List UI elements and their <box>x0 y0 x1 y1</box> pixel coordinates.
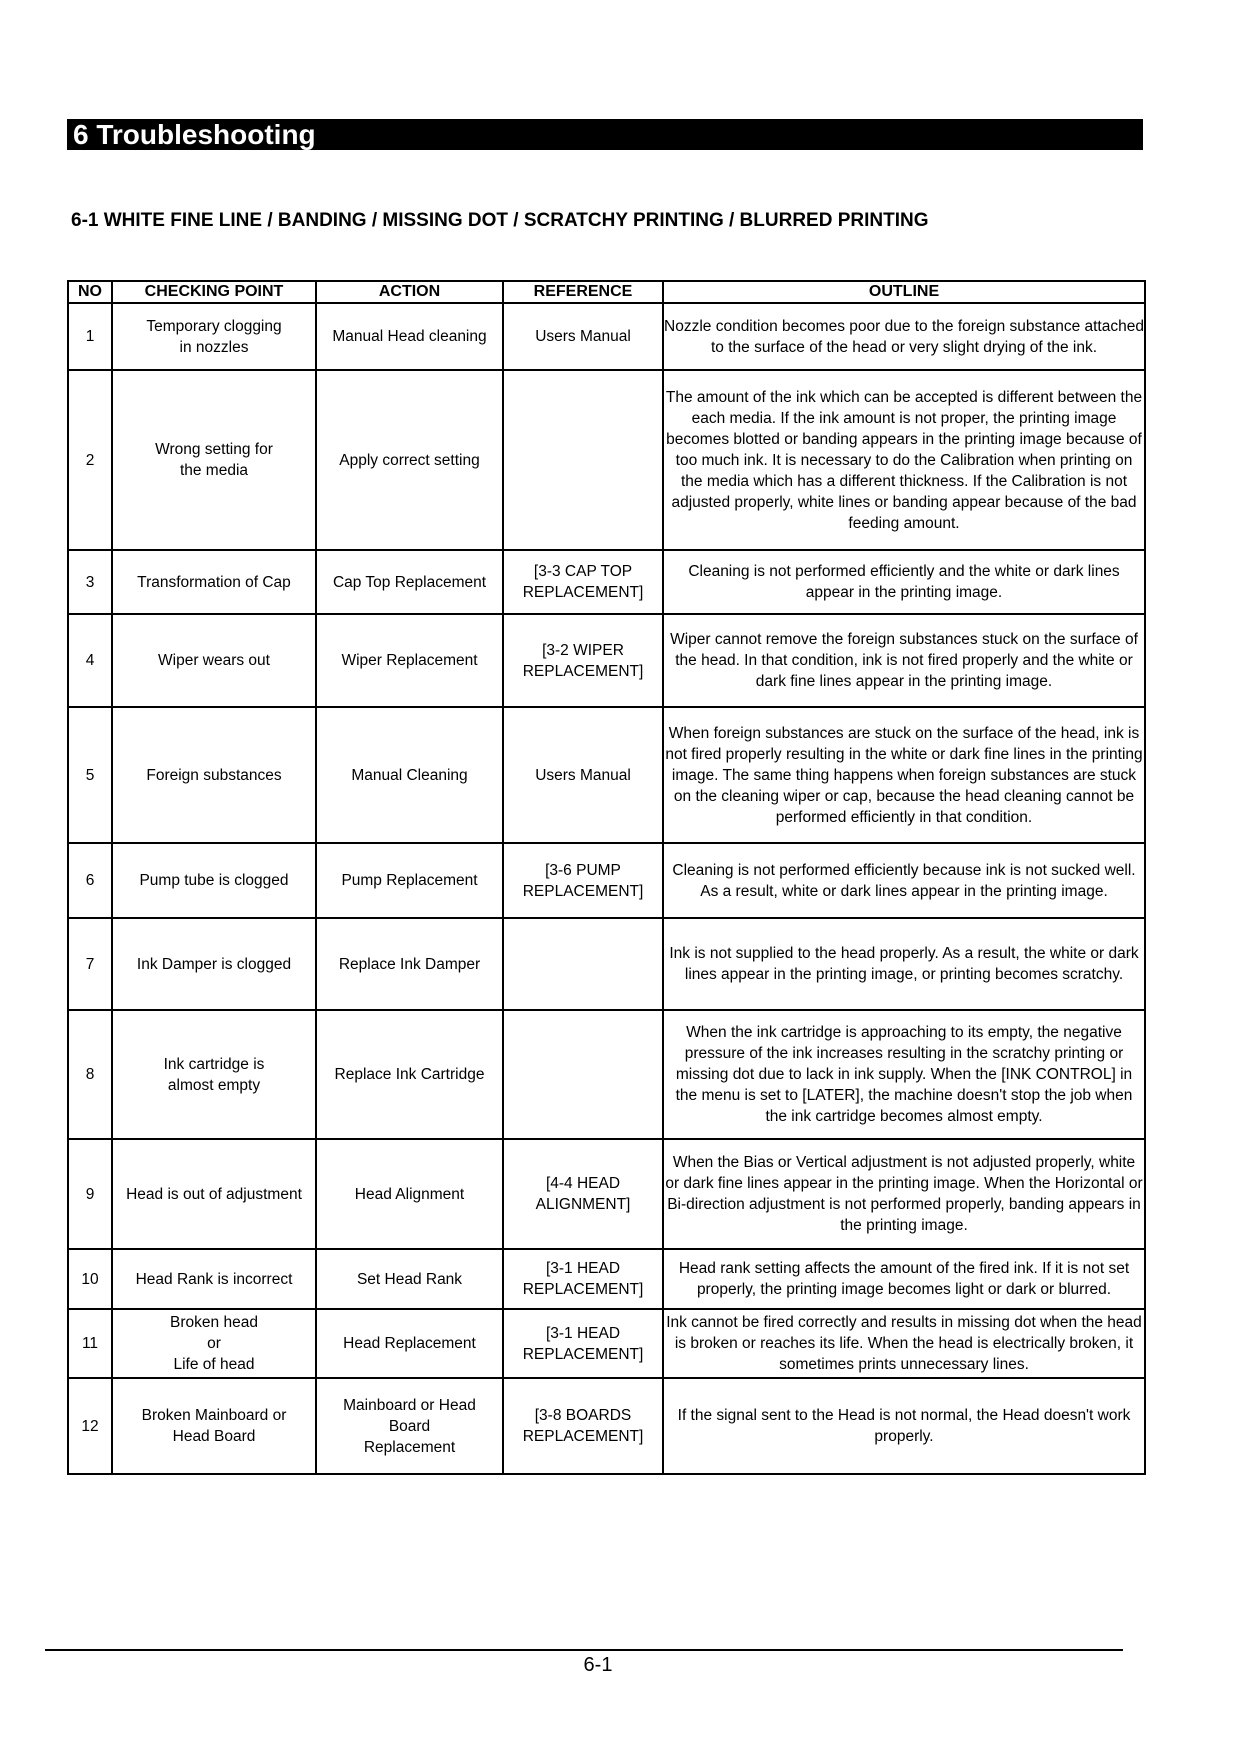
cell-outline: Head rank setting affects the amount of the fired ink. If it is not set properly, the printing image becomes light or dark or blurred. <box>663 1249 1145 1309</box>
checking-point-text: Transformation of Cap <box>137 573 291 591</box>
checking-point-text: Foreign substances <box>146 766 282 784</box>
cell-no: 4 <box>68 614 112 707</box>
cell-checking-point <box>112 707 316 843</box>
reference-text: [3-3 CAP TOP REPLACEMENT] <box>522 563 644 601</box>
action-text: Head Alignment <box>354 1185 465 1203</box>
table-row <box>68 707 1145 843</box>
cell-outline: Cleaning is not performed efficiently and the white or dark lines appear in the printing image. <box>663 550 1145 614</box>
checking-point-text: Ink Damper is clogged <box>136 955 292 973</box>
reference-text: [3-6 PUMP REPLACEMENT] <box>522 861 644 900</box>
cell-no: 1 <box>68 303 112 370</box>
cell-action <box>316 370 503 550</box>
table-row <box>68 303 1145 370</box>
cell-outline: Ink cannot be fired correctly and results in missing dot when the head is broken or reaches its life. When the head is electrically broken, it sometimes prints unnecessary lines. <box>663 1309 1145 1378</box>
cell-reference <box>503 1309 663 1378</box>
cell-reference <box>503 370 663 550</box>
cell-action <box>316 1010 503 1139</box>
cell-checking-point <box>112 1249 316 1309</box>
reference-text: [4-4 HEAD ALIGNMENT] <box>535 1175 631 1213</box>
cell-action <box>316 614 503 707</box>
cell-checking-point <box>112 843 316 918</box>
header-checking-point: CHECKING POINT <box>112 281 316 303</box>
cell-checking-point <box>112 1378 316 1474</box>
cell-outline: Ink is not supplied to the head properly. As a result, the white or dark lines appear in the printing image, or printing becomes scratchy. <box>663 918 1145 1010</box>
cell-action <box>316 1139 503 1249</box>
cell-reference <box>503 1249 663 1309</box>
table-row <box>68 918 1145 1010</box>
cell-reference <box>503 843 663 918</box>
table-row <box>68 1378 1145 1474</box>
cell-outline: When the ink cartridge is approaching to its empty, the negative pressure of the ink increases resulting in the scratchy printing or missing dot due to lack in ink supply. When the [INK CONTROL] in the menu is set to [LATER], the machine doesn't stop the job when the ink cartridge becomes almost empty. <box>663 1010 1145 1139</box>
checking-point-text: Temporary clogging in nozzles <box>146 317 282 356</box>
action-text: Mainboard or Head Board Replacement <box>343 1396 476 1456</box>
cell-no: 3 <box>68 550 112 614</box>
table-row <box>68 1309 1145 1378</box>
cell-action <box>316 1309 503 1378</box>
cell-reference <box>503 1378 663 1474</box>
cell-outline: When foreign substances are stuck on the surface of the head, ink is not fired properly resulting in the white or dark fine lines in the printing image. The same thing happens when foreign substances are stuck on the cleaning wiper or cap, because the head cleaning cannot be performed efficiently in that condition. <box>663 707 1145 843</box>
cell-outline: Cleaning is not performed efficiently because ink is not sucked well. As a result, white or dark lines appear in the printing image. <box>663 843 1145 918</box>
cell-no: 2 <box>68 370 112 550</box>
cell-outline: When the Bias or Vertical adjustment is not adjusted properly, white or dark fine lines appear in the printing image. When the Horizontal or Bi-direction adjustment is not performed properly, banding appears in the printing image. <box>663 1139 1145 1249</box>
cell-outline: If the signal sent to the Head is not normal, the Head doesn't work properly. <box>663 1378 1145 1474</box>
cell-action <box>316 550 503 614</box>
cell-no: 11 <box>68 1309 112 1378</box>
checking-point-text: Wrong setting for the media <box>155 441 273 479</box>
cell-checking-point <box>112 303 316 370</box>
cell-action <box>316 843 503 918</box>
action-text: Apply correct setting <box>339 451 480 469</box>
table-header <box>68 281 1145 303</box>
cell-no: 8 <box>68 1010 112 1139</box>
checking-point-text: Wiper wears out <box>158 652 270 669</box>
action-text: Cap Top Replacement <box>332 573 487 591</box>
cell-reference <box>503 550 663 614</box>
cell-checking-point <box>112 370 316 550</box>
action-text: Wiper Replacement <box>341 652 478 669</box>
reference-text: Users Manual <box>535 328 631 345</box>
checking-point-text: Broken head or Life of head <box>170 1314 258 1373</box>
cell-outline: Wiper cannot remove the foreign substances stuck on the surface of the head. In that condition, ink is not fired properly and the white or dark fine lines appear in the printing image. <box>663 614 1145 707</box>
checking-point-text: Head Rank is incorrect <box>135 1270 293 1288</box>
checking-point-text: Head is out of adjustment <box>126 1185 302 1203</box>
section-title: 6-1 WHITE FINE LINE / BANDING / MISSING DOT / SCRATCHY PRINTING / BLURRED PRINTING <box>71 210 929 231</box>
cell-action <box>316 1249 503 1309</box>
reference-text: Users Manual <box>535 766 631 784</box>
action-text: Manual Cleaning <box>351 766 468 784</box>
cell-action <box>316 1378 503 1474</box>
table-row <box>68 843 1145 918</box>
cell-no: 7 <box>68 918 112 1010</box>
page-number: 6-1 <box>583 1654 613 1676</box>
chapter-title: 6 Troubleshooting <box>67 119 1143 150</box>
action-text: Pump Replacement <box>341 872 478 889</box>
cell-reference <box>503 614 663 707</box>
cell-reference <box>503 1010 663 1139</box>
reference-text: [3-1 HEAD REPLACEMENT] <box>522 1260 644 1298</box>
cell-reference <box>503 918 663 1010</box>
checking-point-text: Pump tube is clogged <box>139 872 289 889</box>
action-text: Replace Ink Cartridge <box>334 1066 485 1083</box>
cell-reference <box>503 303 663 370</box>
reference-text: [3-8 BOARDS REPLACEMENT] <box>522 1407 644 1445</box>
footer-rule <box>45 1649 1123 1651</box>
action-text: Replace Ink Damper <box>338 955 481 973</box>
cell-checking-point <box>112 1309 316 1378</box>
cell-checking-point <box>112 918 316 1010</box>
cell-outline: The amount of the ink which can be accepted is different between the each media. If the ink amount is not proper, the printing image becomes blotted or banding appears in the printing image because of too much ink. It is necessary to do the Calibration when printing on the media which has a different thickness. If the Calibration is not adjusted properly, white lines or banding appear because of the bad feeding amount. <box>663 370 1145 550</box>
action-text: Head Replacement <box>343 1335 476 1352</box>
table-row <box>68 1139 1145 1249</box>
header-action: ACTION <box>316 281 503 303</box>
cell-action <box>316 303 503 370</box>
header-reference: REFERENCE <box>503 281 663 303</box>
checking-point-text: Ink cartridge is almost empty <box>163 1055 265 1094</box>
table-row <box>68 550 1145 614</box>
reference-text: [3-1 HEAD REPLACEMENT] <box>522 1324 644 1363</box>
table-row <box>68 1010 1145 1139</box>
troubleshooting-table <box>67 280 1146 1475</box>
table-row <box>68 370 1145 550</box>
cell-checking-point <box>112 1139 316 1249</box>
checking-point-text: Broken Mainboard or Head Board <box>141 1407 287 1445</box>
cell-checking-point <box>112 614 316 707</box>
cell-no: 10 <box>68 1249 112 1309</box>
header-no: NO <box>68 281 112 303</box>
cell-checking-point <box>112 1010 316 1139</box>
cell-no: 9 <box>68 1139 112 1249</box>
cell-outline: Nozzle condition becomes poor due to the foreign substance attached to the surface of the head or very slight drying of the ink. <box>663 303 1145 370</box>
cell-no: 6 <box>68 843 112 918</box>
cell-checking-point <box>112 550 316 614</box>
cell-reference <box>503 1139 663 1249</box>
cell-no: 12 <box>68 1378 112 1474</box>
table-row <box>68 1249 1145 1309</box>
action-text: Set Head Rank <box>356 1270 463 1288</box>
table-row <box>68 614 1145 707</box>
cell-action <box>316 918 503 1010</box>
cell-reference <box>503 707 663 843</box>
header-outline: OUTLINE <box>663 281 1145 303</box>
reference-text: [3-2 WIPER REPLACEMENT] <box>522 641 644 680</box>
action-text: Manual Head cleaning <box>332 328 487 345</box>
cell-action <box>316 707 503 843</box>
cell-no: 5 <box>68 707 112 843</box>
